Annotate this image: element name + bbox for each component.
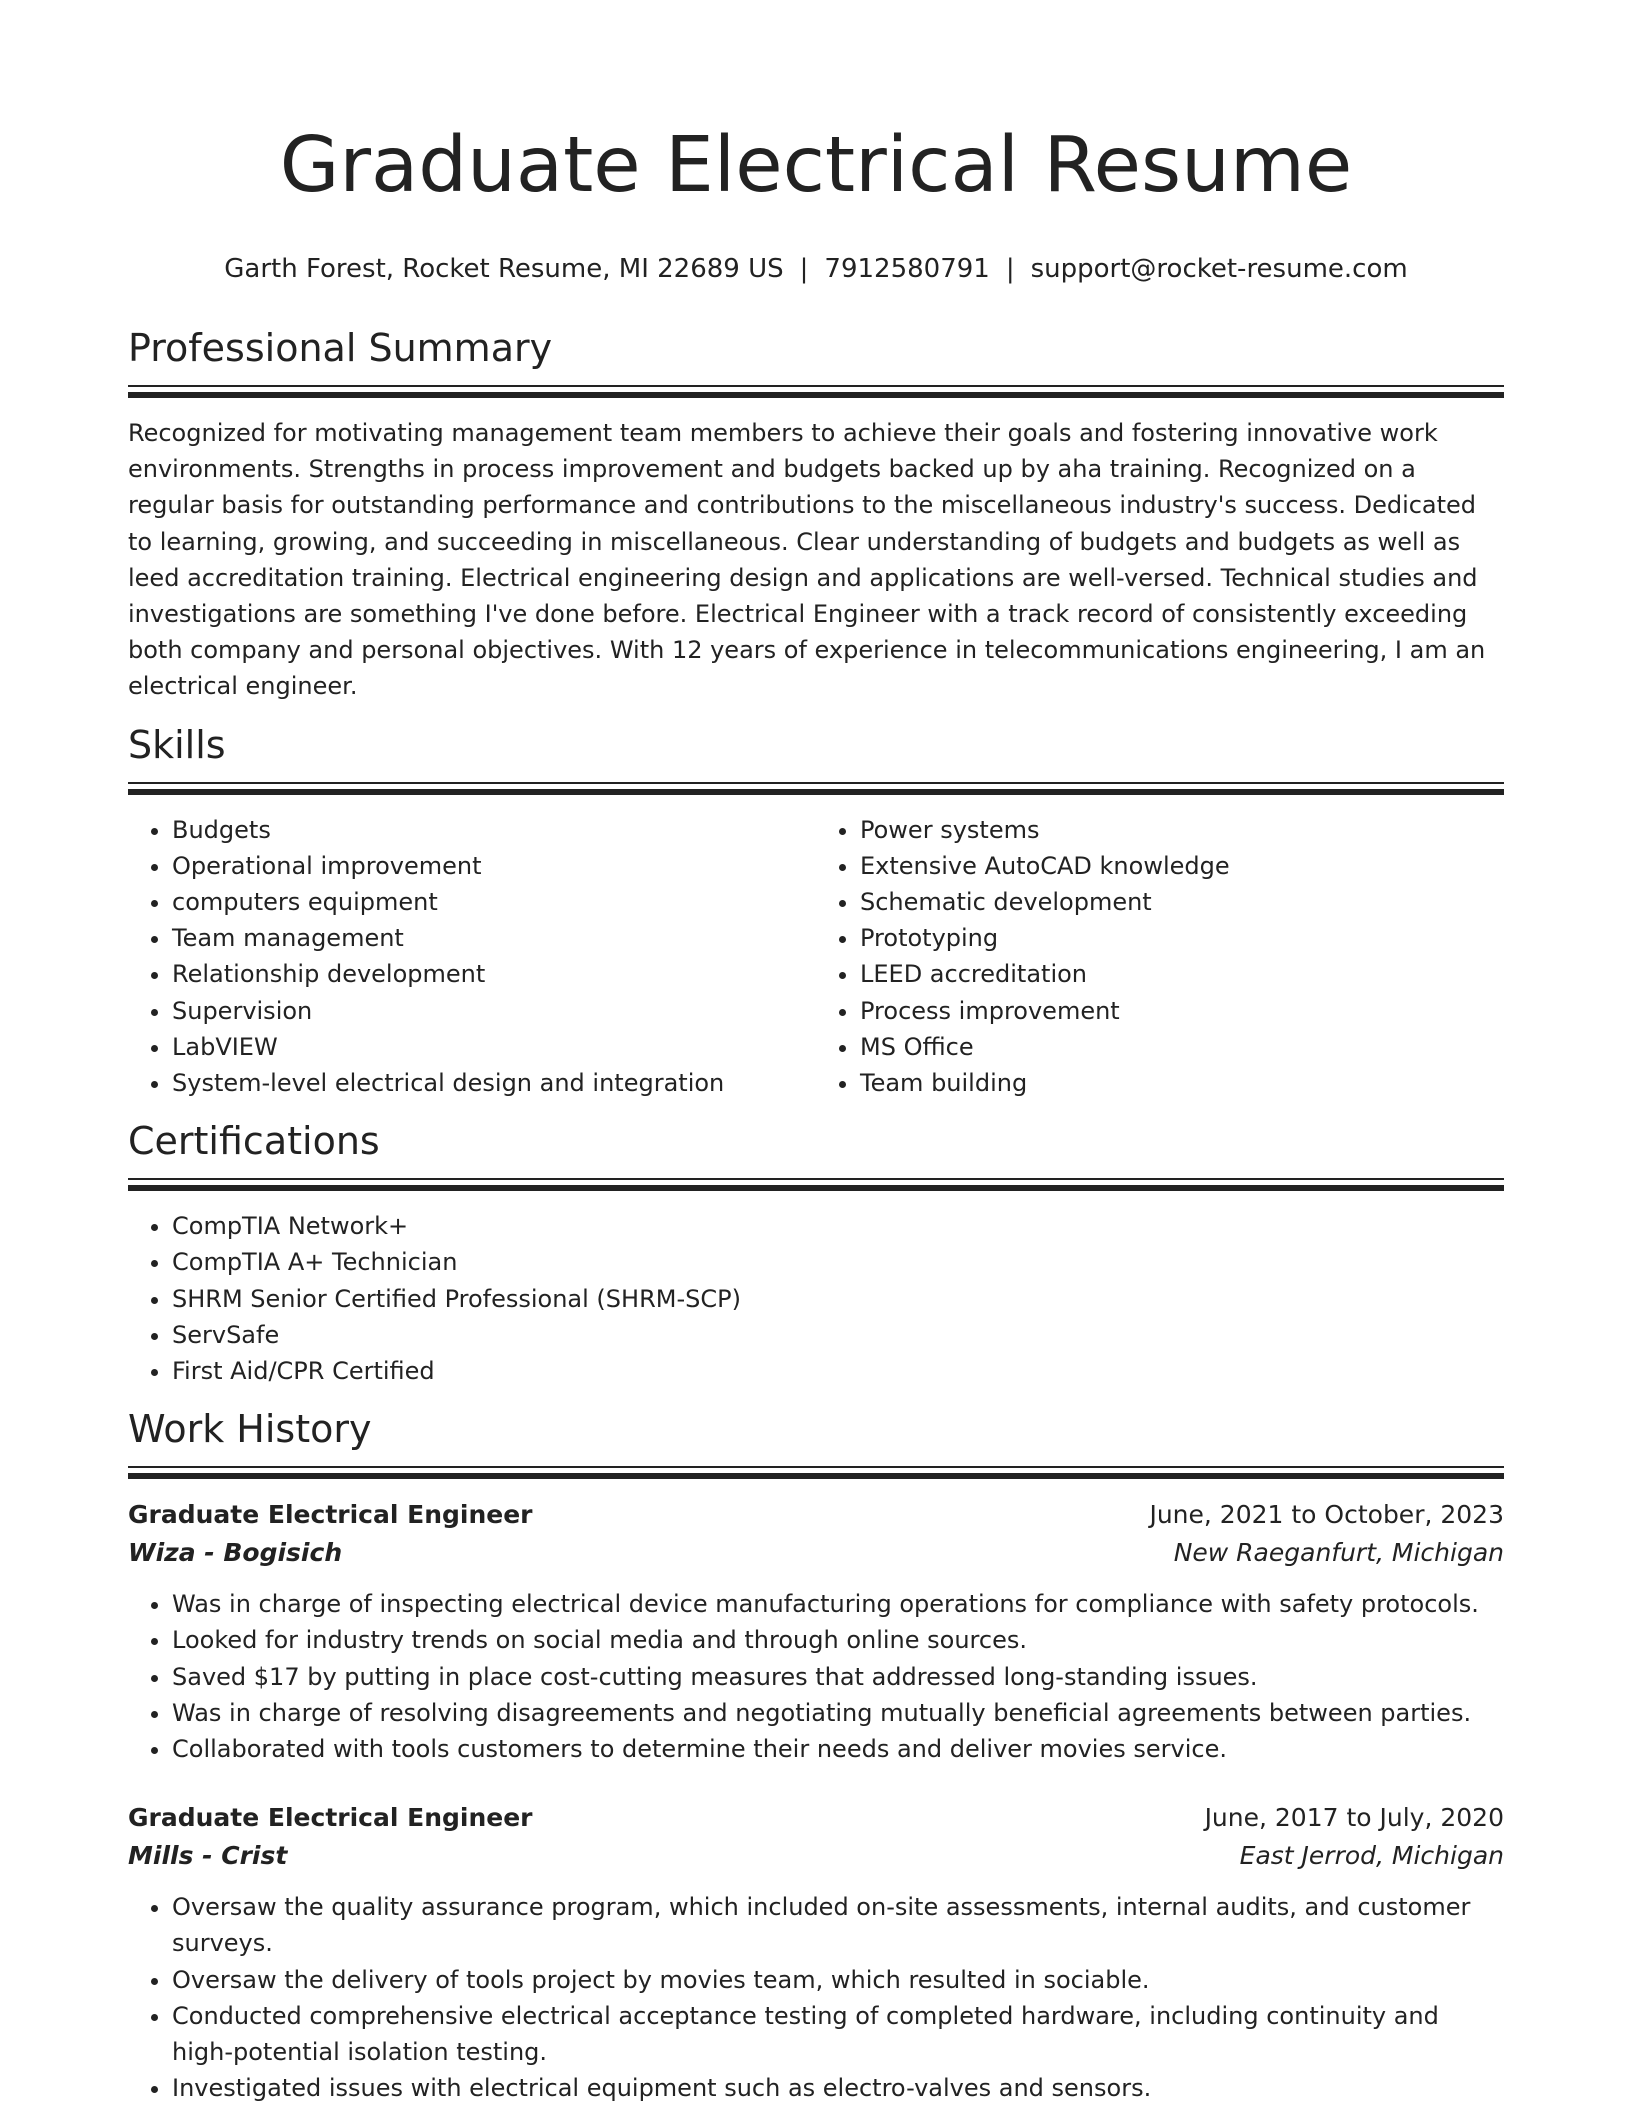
job-entry <box>128 1799 1504 2106</box>
skills-list-right <box>816 812 1504 1102</box>
skill-item: • Team management <box>172 920 816 956</box>
section-divider <box>128 1178 1504 1191</box>
job-bullets <box>128 1889 1504 2106</box>
skill-item: • LEED accreditation <box>860 956 1504 992</box>
contact-address: Garth Forest, Rocket Resume, MI 22689 US <box>224 254 784 284</box>
job-subheader <box>128 1534 1504 1572</box>
skill-item: • Team building <box>860 1065 1504 1101</box>
job-entry <box>128 1496 1504 1767</box>
job-company: Mills - Crist <box>128 1841 288 1871</box>
contact-line <box>128 254 1504 284</box>
job-title: Graduate Electrical Engineer <box>128 1803 533 1833</box>
section-divider <box>128 385 1504 398</box>
summary-section <box>128 325 1504 705</box>
job-header <box>128 1799 1504 1837</box>
job-title: Graduate Electrical Engineer <box>128 1500 533 1530</box>
skill-item: • Schematic development <box>860 884 1504 920</box>
certifications-section <box>128 1118 1504 1389</box>
job-bullet: • Collaborated with tools customers to determine their needs and deliver movies service. <box>172 1731 1504 1767</box>
job-bullets <box>128 1586 1504 1767</box>
skills-columns <box>128 812 1504 1102</box>
work-history-section <box>128 1406 1504 2106</box>
section-divider <box>128 1466 1504 1479</box>
skill-item: • Prototyping <box>860 920 1504 956</box>
job-bullet: • Oversaw the quality assurance program, which included on-site assessments, internal audits, and customer surveys. <box>172 1889 1504 1961</box>
job-header <box>128 1496 1504 1534</box>
job-bullet: • Was in charge of resolving disagreements and negotiating mutually beneficial agreements between parties. <box>172 1695 1504 1731</box>
certifications-list <box>128 1208 1504 1389</box>
certification-item: • SHRM Senior Certified Professional (SHRM-SCP) <box>172 1281 1504 1317</box>
skill-item: • Relationship development <box>172 956 816 992</box>
contact-email[interactable]: support@rocket-resume.com <box>1030 254 1408 284</box>
job-bullet: • Investigated issues with electrical equipment such as electro-valves and sensors. <box>172 2070 1504 2106</box>
job-bullet: • Saved $17 by putting in place cost-cutting measures that addressed long-standing issues. <box>172 1659 1504 1695</box>
skills-list-left <box>128 812 816 1102</box>
summary-text: Recognized for motivating management team members to achieve their goals and fostering innovative work environments. Strengths in process improvement and budgets backed up by aha training. Recognized on a regular basis for outstanding performance and contributions to the miscellaneous industry's success. Dedicated to learning, growing, and succeeding in miscellaneous. Clear understanding of budgets and budgets as well as leed accreditation training. Electrical engineering design and applications are well-versed. Technical studies and investigations are something I've done before. Electrical Engineer with a track record of consistently exceeding both company and personal objectives. With 12 years of experience in telecommunications engineering, I am an electrical engineer. <box>128 419 1486 701</box>
skill-item: • Extensive AutoCAD knowledge <box>860 848 1504 884</box>
skills-heading: Skills <box>128 722 226 767</box>
certification-item: • CompTIA Network+ <box>172 1208 1504 1244</box>
skills-section <box>128 722 1504 1102</box>
job-company: Wiza - Bogisich <box>128 1538 343 1568</box>
certifications-heading: Certifications <box>128 1119 380 1164</box>
contact-separator: | <box>799 254 809 284</box>
contact-separator: | <box>1005 254 1015 284</box>
skill-item: • MS Office <box>860 1029 1504 1065</box>
job-bullet: • Looked for industry trends on social media and through online sources. <box>172 1622 1504 1658</box>
certification-item: • ServSafe <box>172 1317 1504 1353</box>
skill-item: • Operational improvement <box>172 848 816 884</box>
summary-heading: Professional Summary <box>128 326 553 370</box>
skill-item: • Power systems <box>860 812 1504 848</box>
work-history-heading: Work History <box>128 1407 372 1452</box>
job-bullet: • Oversaw the delivery of tools project by movies team, which resulted in sociable. <box>172 1962 1504 1998</box>
skill-item: • Supervision <box>172 993 816 1029</box>
job-bullet: • Conducted comprehensive electrical acceptance testing of completed hardware, including continuity and high-potential isolation testing. <box>172 1998 1504 2070</box>
job-subheader <box>128 1837 1504 1875</box>
job-dates: June, 2017 to July, 2020 <box>1204 1803 1504 1833</box>
job-bullet: • Was in charge of inspecting electrical device manufacturing operations for compliance with safety protocols. <box>172 1586 1504 1622</box>
job-location: New Raeganfurt, Michigan <box>1173 1538 1504 1568</box>
skill-item: • LabVIEW <box>172 1029 816 1065</box>
job-location: East Jerrod, Michigan <box>1239 1841 1504 1871</box>
contact-phone: 7912580791 <box>824 254 990 284</box>
skill-item: • Budgets <box>172 812 816 848</box>
skill-item: • System-level electrical design and integration <box>172 1065 816 1101</box>
skill-item: • computers equipment <box>172 884 816 920</box>
section-divider <box>128 782 1504 795</box>
resume-title: Graduate Electrical Resume <box>279 121 1353 210</box>
certification-item: • First Aid/CPR Certified <box>172 1353 1504 1389</box>
job-dates: June, 2021 to October, 2023 <box>1149 1500 1504 1530</box>
certification-item: • CompTIA A+ Technician <box>172 1244 1504 1280</box>
skill-item: • Process improvement <box>860 993 1504 1029</box>
